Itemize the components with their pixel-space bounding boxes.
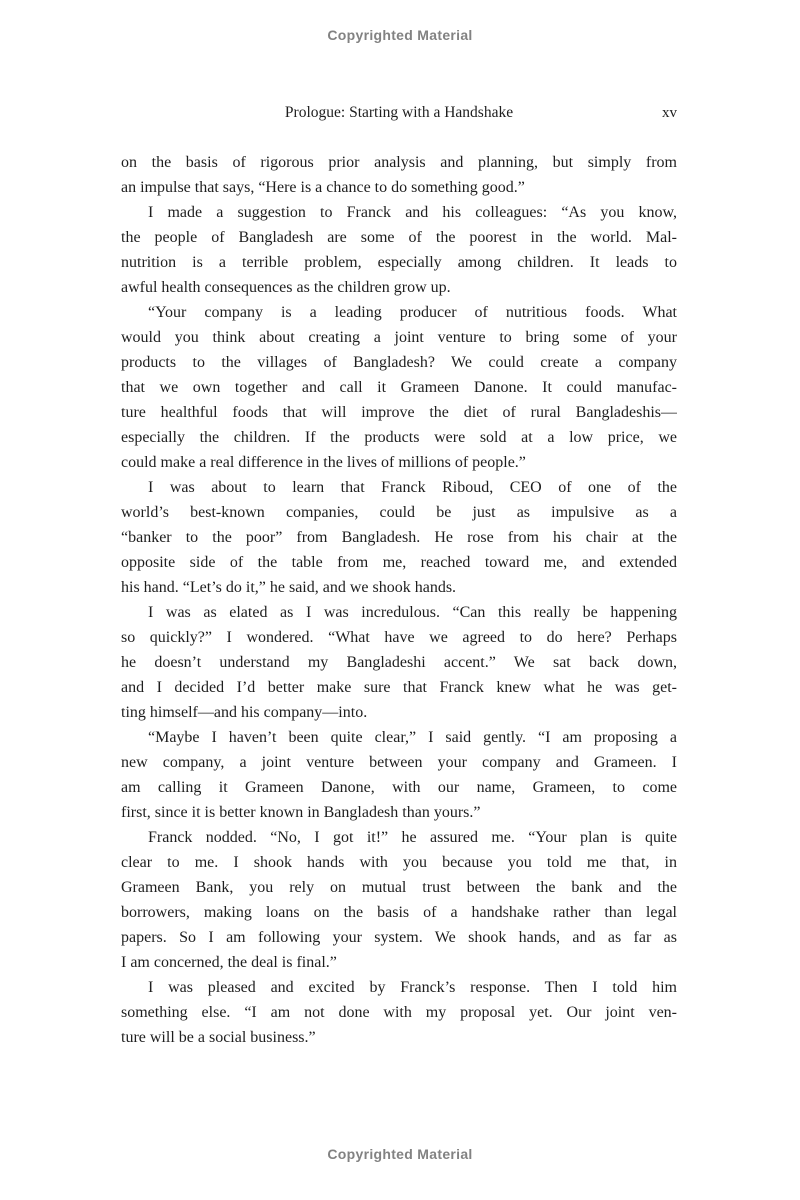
- paragraph: [121, 300, 677, 475]
- text-line: I made a suggestion to Franck and his colleagues: “As you know,: [148, 204, 677, 221]
- paragraph: [121, 600, 677, 725]
- copyright-banner-bottom: Copyrighted Material: [327, 1146, 473, 1162]
- text-line: Grameen Bank, you rely on mutual trust between the bank and the: [121, 879, 677, 896]
- text-line: I was pleased and excited by Franck’s response. Then I told him: [148, 979, 677, 996]
- running-header-title: Prologue: Starting with a Handshake: [284, 104, 514, 121]
- text-line: “Your company is a leading producer of nutritious foods. What: [148, 304, 677, 321]
- text-line: I am concerned, the deal is final.”: [121, 954, 337, 971]
- text-line: “Maybe I haven’t been quite clear,” I said gently. “I am proposing a: [148, 729, 677, 746]
- text-line: ting himself—and his company—into.: [121, 704, 368, 721]
- text-line: “banker to the poor” from Bangladesh. He rose from his chair at the: [121, 529, 677, 546]
- text-line: an impulse that says, “Here is a chance to do something good.”: [121, 179, 525, 196]
- text-line: I was as elated as I was incredulous. “Can this really be happening: [148, 604, 677, 621]
- text-line: awful health consequences as the children grow up.: [121, 279, 451, 296]
- paragraph: [121, 150, 677, 200]
- paragraph: [121, 475, 677, 600]
- text-line: opposite side of the table from me, reached toward me, and extended: [121, 554, 677, 571]
- paragraph: [121, 825, 677, 975]
- paragraph: [121, 200, 677, 300]
- text-line: world’s best-known companies, could be just as impulsive as a: [121, 504, 677, 521]
- text-line: nutrition is a terrible problem, especially among children. It leads to: [121, 254, 677, 271]
- text-line: products to the villages of Bangladesh? We could create a company: [121, 354, 677, 371]
- text-line: and I decided I’d better make sure that Franck knew what he was get-: [121, 679, 677, 696]
- text-line: that we own together and call it Grameen Danone. It could manufac-: [121, 379, 677, 396]
- text-line: papers. So I am following your system. We shook hands, and as far as: [121, 929, 677, 946]
- paragraph: [121, 975, 677, 1050]
- text-line: something else. “I am not done with my proposal yet. Our joint ven-: [121, 1004, 677, 1021]
- text-line: ture healthful foods that will improve the diet of rural Bangladeshis—: [121, 404, 677, 421]
- text-line: borrowers, making loans on the basis of a handshake rather than legal: [121, 904, 677, 921]
- text-line: especially the children. If the products were sold at a low price, we: [121, 429, 677, 446]
- text-line: am calling it Grameen Danone, with our name, Grameen, to come: [121, 779, 677, 796]
- text-line: clear to me. I shook hands with you because you told me that, in: [121, 854, 677, 871]
- text-line: Franck nodded. “No, I got it!” he assured me. “Your plan is quite: [148, 829, 677, 846]
- text-line: could make a real difference in the lives of millions of people.”: [121, 454, 526, 471]
- body-text: [121, 150, 677, 1050]
- text-line: first, since it is better known in Bangladesh than yours.”: [121, 804, 481, 821]
- text-line: on the basis of rigorous prior analysis and planning, but simply from: [121, 154, 677, 171]
- text-line: new company, a joint venture between your company and Grameen. I: [121, 754, 677, 771]
- text-line: the people of Bangladesh are some of the poorest in the world. Mal-: [121, 229, 677, 246]
- running-header: [121, 104, 677, 122]
- paragraph: [121, 725, 677, 825]
- text-line: so quickly?” I wondered. “What have we agreed to do here? Perhaps: [121, 629, 677, 646]
- copyright-banner-top: Copyrighted Material: [327, 27, 473, 43]
- text-line: his hand. “Let’s do it,” he said, and we shook hands.: [121, 579, 457, 596]
- text-line: would you think about creating a joint venture to bring some of your: [121, 329, 677, 346]
- text-line: I was about to learn that Franck Riboud, CEO of one of the: [148, 479, 677, 496]
- page-number: xv: [662, 105, 677, 121]
- text-line: ture will be a social business.”: [121, 1029, 316, 1046]
- text-line: he doesn’t understand my Bangladeshi accent.” We sat back down,: [121, 654, 677, 671]
